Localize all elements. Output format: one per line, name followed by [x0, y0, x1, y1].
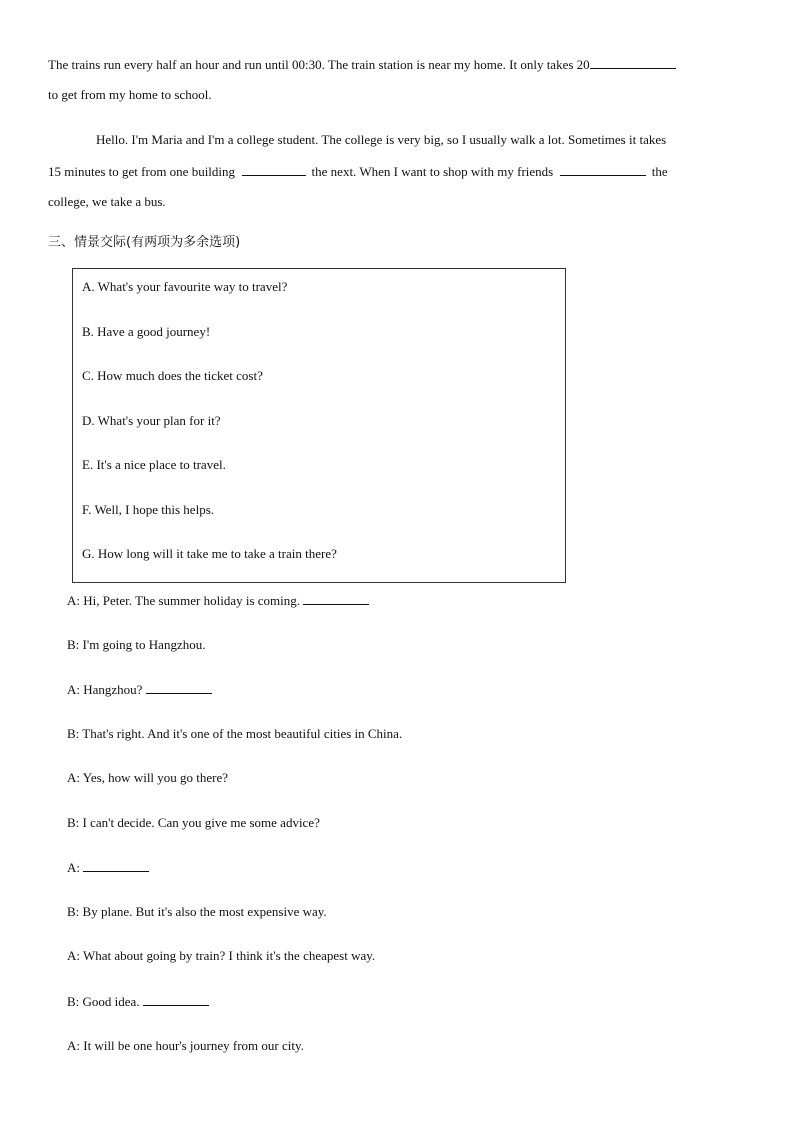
option-a: A. What's your favourite way to travel?	[82, 279, 288, 294]
option-b: B. Have a good journey!	[82, 324, 211, 339]
option-e: E. It's a nice place to travel.	[82, 457, 226, 472]
dialogue-line	[67, 993, 209, 1010]
dialogue-text: B: I can't decide. Can you give me some advice?	[67, 815, 320, 830]
dialogue-text: A: Hangzhou?	[67, 682, 143, 697]
passage-text: The trains run every half an hour and run until 00:30. The train station is near my home. It only takes 20	[48, 57, 590, 72]
answer-blank[interactable]	[143, 993, 209, 1006]
option-g: G. How long will it take me to take a train there?	[82, 546, 337, 561]
dialogue-text: A:	[67, 860, 80, 875]
dialogue-text: B: By plane. But it's also the most expensive way.	[67, 904, 327, 919]
passage-line	[48, 163, 668, 180]
dialogue-line	[67, 770, 228, 786]
dialogue-text: A: It will be one hour's journey from our city.	[67, 1038, 304, 1053]
dialogue-text: A: Yes, how will you go there?	[67, 770, 229, 785]
passage-line	[48, 194, 166, 210]
passage-text: the	[651, 164, 668, 179]
dialogue-line	[67, 637, 205, 653]
dialogue-text: B: I'm going to Hangzhou.	[67, 637, 206, 652]
options-box	[72, 268, 566, 583]
dialogue-text: A: What about going by train? I think it's the cheapest way.	[67, 948, 376, 963]
option-f: F. Well, I hope this helps.	[82, 502, 214, 517]
dialogue-line	[67, 904, 327, 920]
passage-text: Hello. I'm Maria and I'm a college student. The college is very big, so I usually walk a lot. Sometimes it takes	[96, 132, 667, 147]
dialogue-text: A: Hi, Peter. The summer holiday is coming.	[67, 593, 301, 608]
answer-blank[interactable]	[83, 859, 149, 872]
dialogue-line	[67, 681, 212, 698]
passage-line	[48, 56, 676, 73]
option-c: C. How much does the ticket cost?	[82, 368, 263, 383]
passage-text: 15 minutes to get from one building	[48, 164, 236, 179]
answer-blank[interactable]	[590, 56, 676, 69]
passage-line	[48, 87, 212, 103]
passage-text: college, we take a bus.	[48, 194, 166, 209]
passage-line	[96, 132, 666, 148]
dialogue-line	[67, 726, 402, 742]
dialogue-line	[67, 948, 375, 964]
dialogue-text: B: Good idea.	[67, 994, 140, 1009]
dialogue-line	[67, 859, 149, 876]
passage-text: to get from my home to school.	[48, 87, 212, 102]
answer-blank[interactable]	[560, 163, 646, 176]
dialogue-line	[67, 815, 320, 831]
section-heading: 三、情景交际(有两项为多余选项)	[48, 235, 241, 250]
passage-text: the next. When I want to shop with my friends	[311, 164, 554, 179]
dialogue-line	[67, 1038, 304, 1054]
answer-blank[interactable]	[303, 592, 369, 605]
answer-blank[interactable]	[242, 163, 306, 176]
answer-blank[interactable]	[146, 681, 212, 694]
dialogue-text: B: That's right. And it's one of the most beautiful cities in China.	[67, 726, 403, 741]
dialogue-line	[67, 592, 369, 609]
option-d: D. What's your plan for it?	[82, 413, 221, 428]
